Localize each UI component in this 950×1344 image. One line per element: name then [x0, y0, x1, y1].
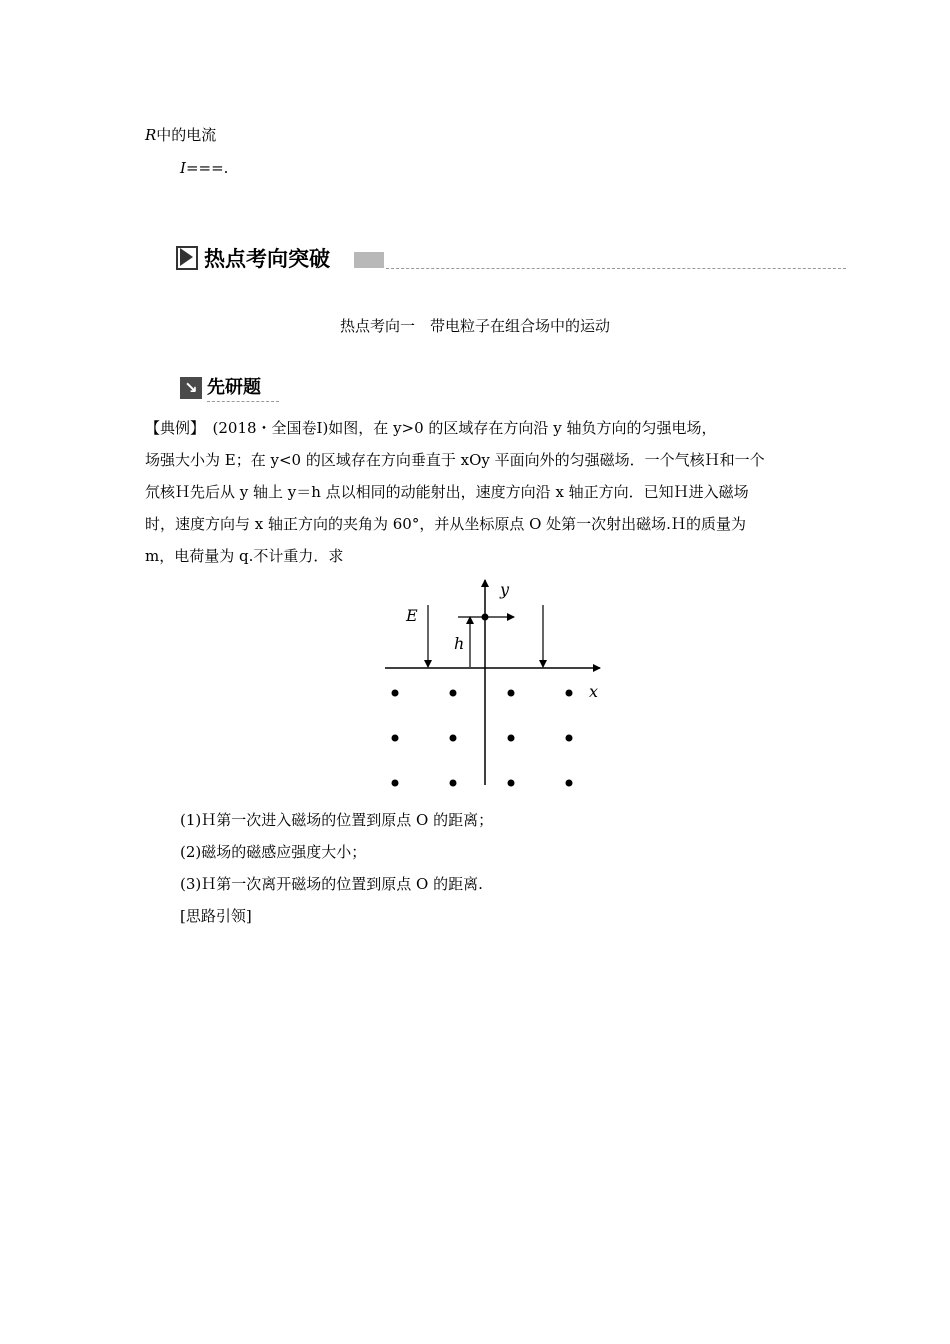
problem-line-2: 场强大小为 E；在 y<0 的区域存在方向垂直于 xOy 平面向外的匀强磁场．一个气核Ｈ和一个 [145, 451, 765, 469]
field-dot [566, 780, 573, 787]
current-line [145, 125, 216, 145]
question-1: (1)Ｈ第一次进入磁场的位置到原点 O 的距离； [180, 811, 494, 829]
banner-arrow-icon [180, 248, 193, 266]
label-x: x [589, 682, 599, 701]
field-dot [450, 735, 457, 742]
field-dot [450, 690, 457, 697]
problem-line-3: 氘核Ｈ先后从 y 轴上 y＝h 点以相同的动能射出，速度方向沿 x 轴正方向．已知Ｈ进入磁场 [145, 483, 749, 501]
field-dot [508, 690, 515, 697]
question-2: (2)磁场的磁感应强度大小； [180, 843, 367, 861]
label-E: E [406, 606, 418, 625]
problem-line-4: 时，速度方向与 x 轴正方向的夹角为 60°，并从坐标原点 O 处第一次射出磁场.Ｈ的质量为 [145, 515, 746, 533]
problem-line-1: 【典例】 (2018・全国卷Ⅰ)如图，在 y>0 的区域存在方向沿 y 轴负方向的匀强电场， [145, 419, 717, 437]
symbol-I: I [180, 159, 186, 177]
section-heading: 热点考向一 带电粒子在组合场中的运动 [339, 317, 610, 335]
field-dot [566, 735, 573, 742]
field-diagram [380, 575, 610, 795]
formula-line [180, 158, 228, 178]
label-h: h [454, 634, 465, 653]
banner-title: 热点考向突破 [204, 247, 330, 271]
field-dot [508, 780, 515, 787]
field-dot [392, 690, 399, 697]
field-dot [566, 690, 573, 697]
banner-dotted-rule [386, 268, 846, 269]
label-y: y [500, 580, 510, 599]
section-banner [176, 240, 848, 276]
sub-banner-label: 先研题 [207, 377, 261, 398]
banner-grey-block [354, 252, 384, 268]
question-3: (3)Ｈ第一次离开磁场的位置到原点 O 的距离. [180, 875, 483, 893]
formula-text: ===. [185, 159, 229, 177]
problem-line-5: m，电荷量为 q.不计重力．求 [145, 547, 344, 565]
current-text: 中的电流 [156, 126, 217, 144]
magnetic-field-dots [392, 690, 573, 787]
symbol-R: R [145, 126, 157, 144]
sub-arrow-icon: ↘ [180, 377, 202, 399]
field-dot [392, 735, 399, 742]
field-dot [508, 735, 515, 742]
field-dot [450, 780, 457, 787]
sub-banner-rule [207, 401, 279, 402]
hint-label: [思路引领] [180, 907, 252, 925]
field-dot [392, 780, 399, 787]
